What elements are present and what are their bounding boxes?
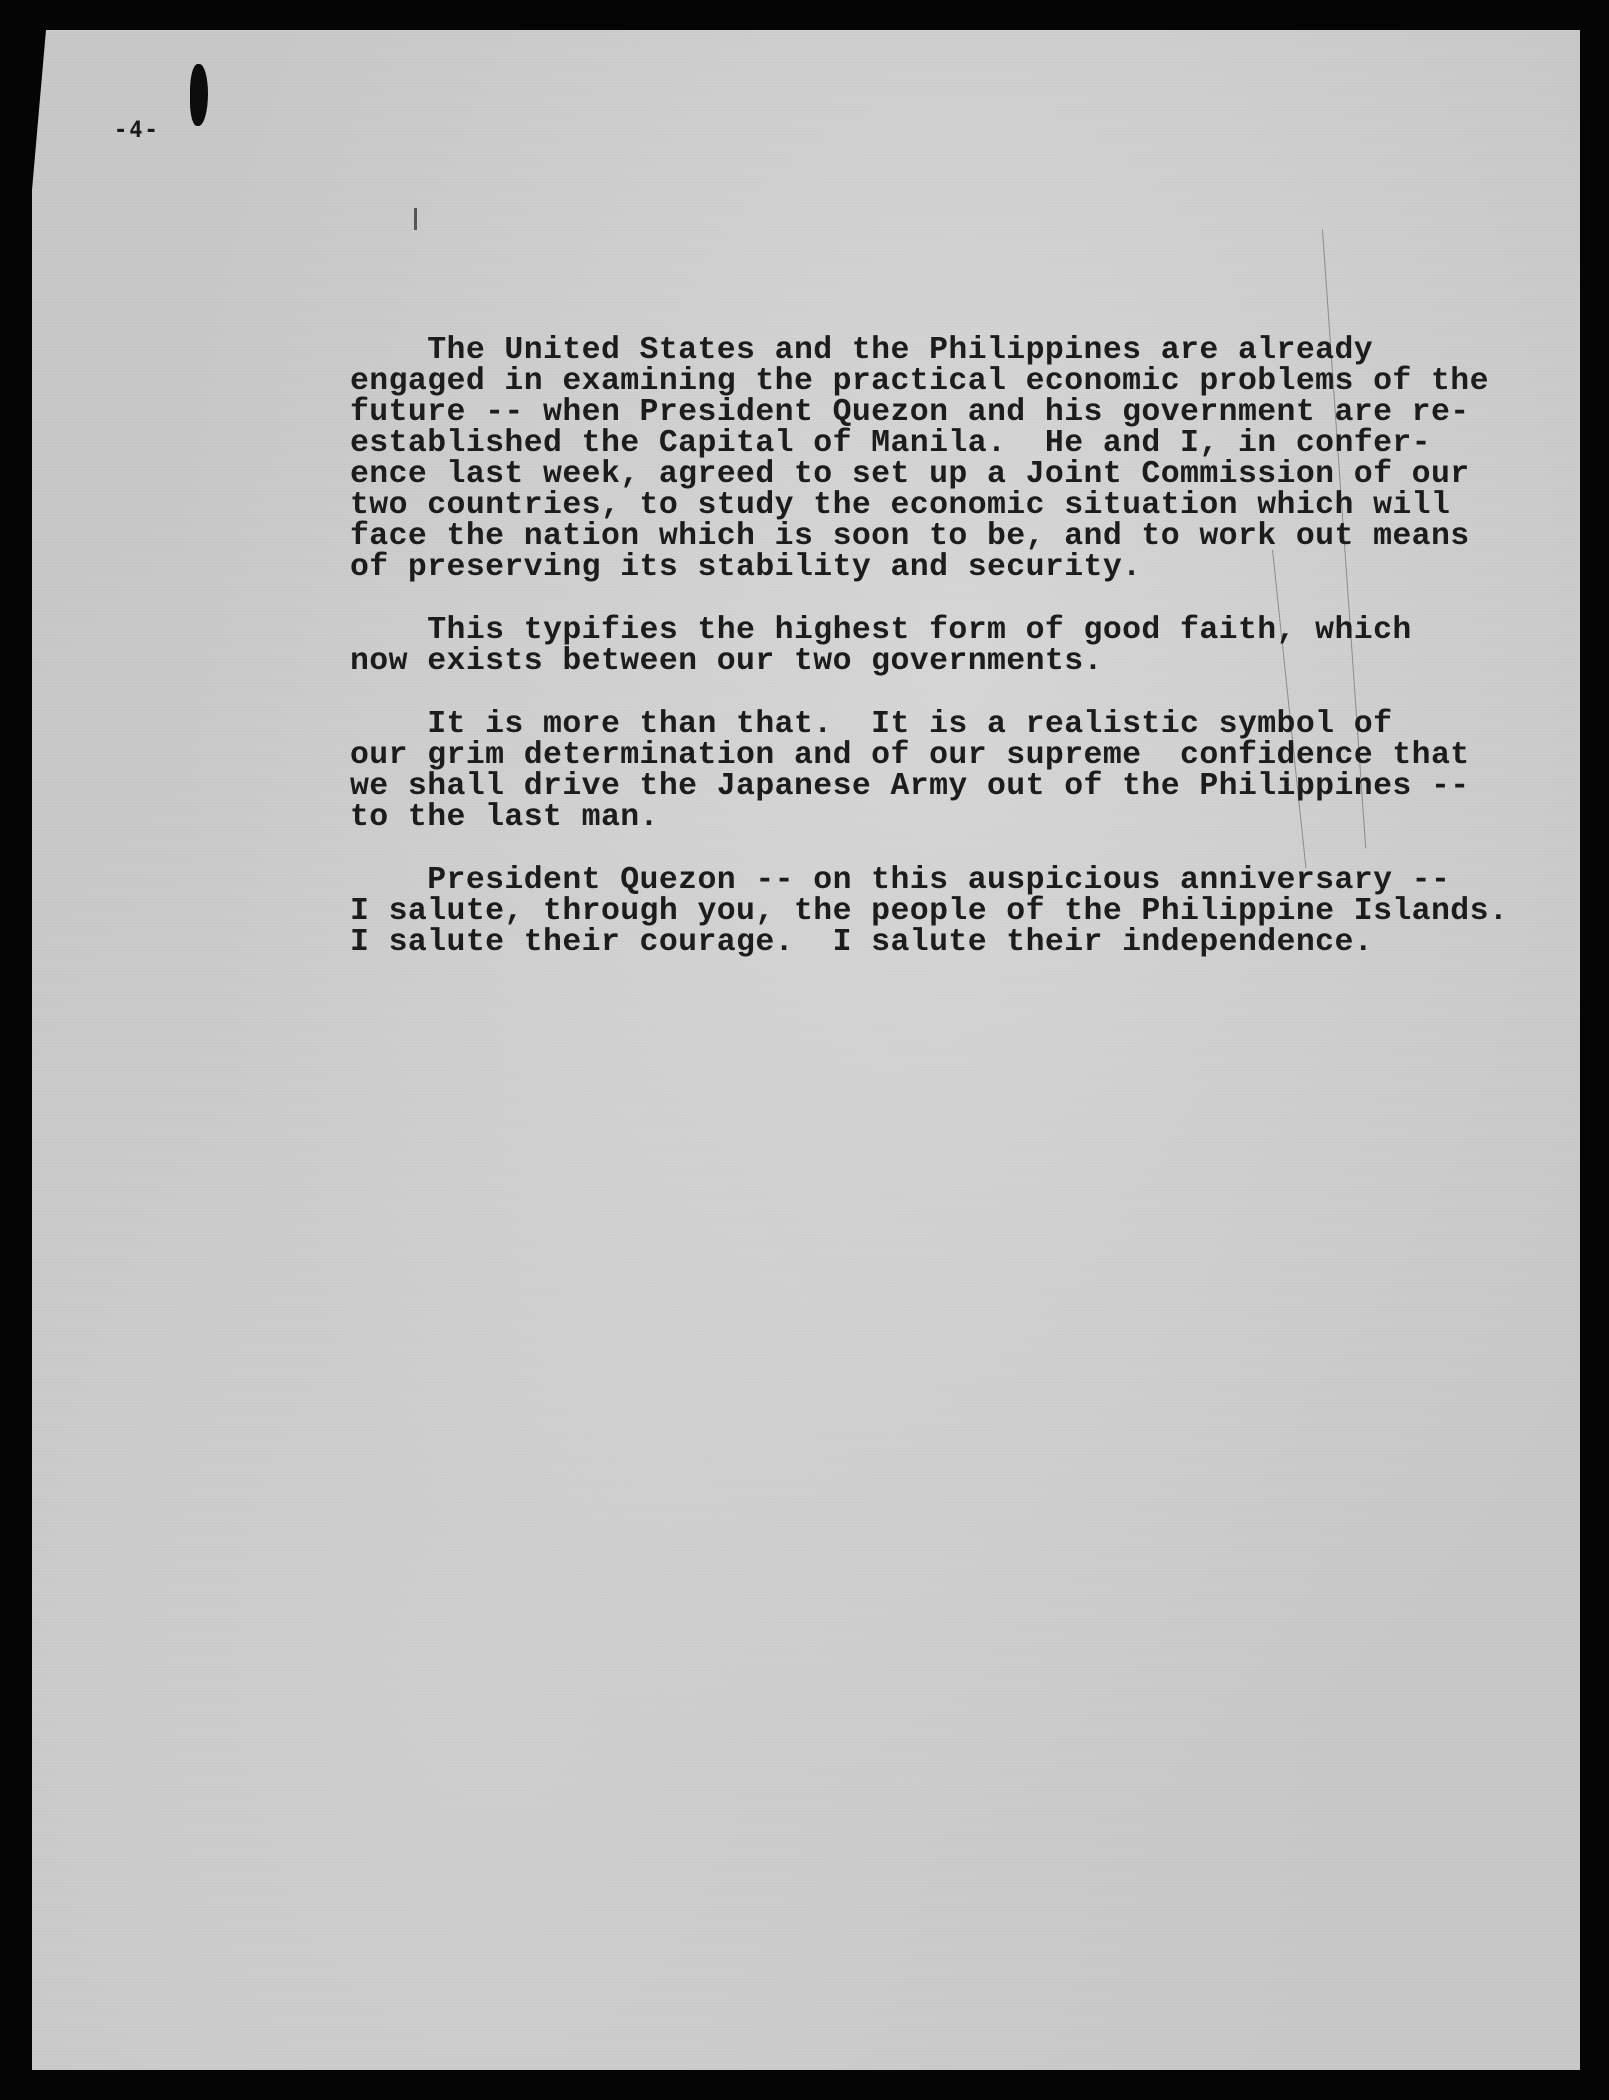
text-line: President Quezon -- on this auspicious anniversary -- — [350, 863, 1451, 898]
text-line: two countries, to study the economic situation which will — [350, 488, 1451, 523]
text-line: established the Capital of Manila. He and I, in confer- — [350, 426, 1431, 461]
text-line: ence last week, agreed to set up a Joint Commission of our — [350, 457, 1470, 492]
text-line: of preserving its stability and security. — [350, 550, 1142, 585]
text-line: I salute their courage. I salute their independence. — [350, 925, 1374, 960]
paragraph-2 — [350, 615, 1510, 677]
text-line: face the nation which is soon to be, and to work out means — [350, 519, 1470, 554]
text-line: engaged in examining the practical economic problems of the — [350, 364, 1489, 399]
page-corner-fold — [32, 30, 46, 190]
text-line: This typifies the highest form of good faith, which — [350, 613, 1412, 648]
stray-pen-mark — [414, 208, 417, 230]
body-text — [350, 335, 1510, 990]
paragraph-4 — [350, 865, 1510, 958]
text-line: now exists between our two governments. — [350, 644, 1103, 679]
text-line: to the last man. — [350, 800, 659, 835]
document-page — [32, 30, 1580, 2070]
paragraph-3 — [350, 709, 1510, 833]
text-line: we shall drive the Japanese Army out of the Philippines -- — [350, 769, 1470, 804]
paragraph-1 — [350, 335, 1510, 583]
text-line: I salute, through you, the people of the Philippine Islands. — [350, 894, 1509, 929]
text-line: The United States and the Philippines are already — [350, 333, 1374, 368]
text-line: It is more than that. It is a realistic symbol of — [350, 707, 1393, 742]
ink-blot — [190, 64, 208, 126]
page-number-mark: -4- — [114, 118, 160, 143]
text-line: our grim determination and of our supreme confidence that — [350, 738, 1470, 773]
text-line: future -- when President Quezon and his government are re- — [350, 395, 1470, 430]
